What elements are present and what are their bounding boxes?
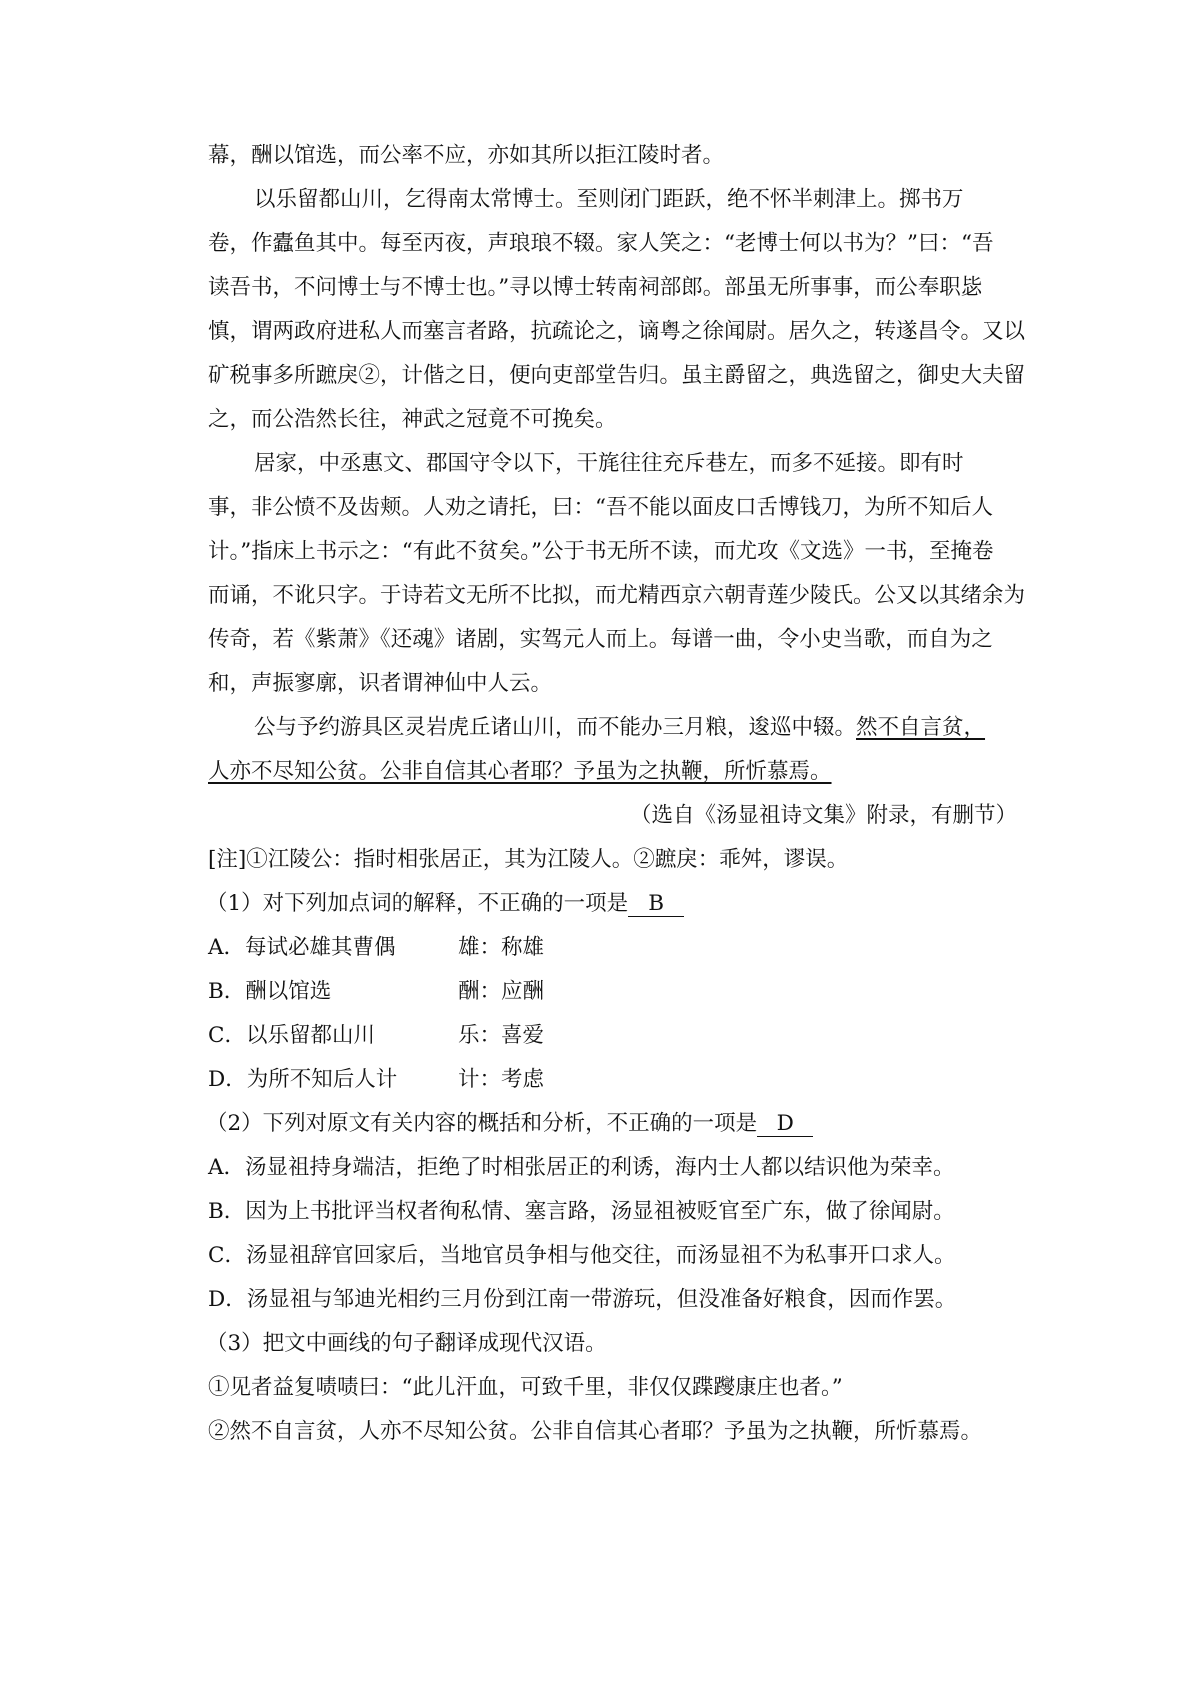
question-prompt: （2）下列对原文有关内容的概括和分析，不正确的一项是 [206, 1111, 758, 1136]
passage-text: 公与予约游具区灵岩虎丘诸山川，而不能办三月粮，逡巡中辍。 [254, 715, 857, 740]
passage-line: 事，非公愤不及齿颊。人劝之请托，曰：“吾不能以面皮口舌博钱刀，为所不知后人 [208, 495, 993, 520]
passage-line: 传奇，若《紫萧》《还魂》诸剧，实驾元人而上。每谱一曲，令小史当歌，而自为之 [208, 627, 993, 652]
answer-blank: D [757, 1112, 813, 1137]
question-2 [206, 1109, 813, 1139]
option-d [208, 1065, 544, 1095]
passage-line: 矿税事多所蹠戾②，计偕之日，便向吏部堂告归。虽主爵留之，典选留之，御史大夫留 [208, 363, 1026, 388]
passage-line [254, 713, 985, 743]
option-gloss: 酬：应酬 [458, 979, 545, 1004]
underlined-sentence: 人亦不尽知公贫。公非自信其心者耶？予虽为之执鞭，所忻慕焉。 [208, 759, 832, 784]
option-b: B．因为上书批评当权者徇私情、塞言路，汤显祖被贬官至广东，做了徐闻尉。 [208, 1199, 955, 1224]
option-a: A．汤显祖持身端洁，拒绝了时相张居正的利诱，海内士人都以结识他为荣幸。 [208, 1155, 955, 1180]
option-text: B．酬以馆选 [208, 979, 332, 1004]
answer-blank: B [628, 892, 684, 917]
passage-line: 卷，作蠹鱼其中。每至丙夜，声琅琅不辍。家人笑之：“老博士何以书为？”曰：“吾 [208, 231, 994, 256]
question-1 [206, 889, 684, 919]
option-gloss: 计：考虑 [458, 1067, 545, 1092]
option-c: C．汤显祖辞官回家后，当地官员争相与他交往，而汤显祖不为私事开口求人。 [208, 1243, 956, 1268]
passage-line: 之，而公浩然长往，神武之冠竟不可挽矣。 [208, 407, 617, 432]
option-text: D．为所不知后人计 [208, 1067, 398, 1092]
option-text: A．每试必雄其曹偶 [208, 935, 396, 960]
passage-line: 居家，中丞惠文、郡国守令以下，干旄往往充斥巷左，而多不延接。即有时 [254, 451, 964, 476]
passage-line: 和，声振寥廓，识者谓神仙中人云。 [208, 671, 553, 696]
option-gloss: 雄：称雄 [458, 935, 545, 960]
option-d: D．汤显祖与邹迪光相约三月份到江南一带游玩，但没准备好粮食，因而作罢。 [208, 1287, 957, 1312]
underlined-sentence: 然不自言贫， [856, 715, 986, 740]
option-gloss: 乐：喜爱 [458, 1023, 545, 1048]
option-a [208, 933, 544, 963]
passage-line: 慎，谓两政府进私人而塞言者路，抗疏论之，谪粤之徐闻尉。居久之，转遂昌令。又以 [208, 319, 1026, 344]
passage-line: 幕，酬以馆选，而公率不应，亦如其所以拒江陵时者。 [208, 143, 725, 168]
passage-line: 以乐留都山川，乞得南太常博士。至则闭门距跃，绝不怀半刺津上。掷书万 [254, 187, 964, 212]
passage-line: 计。”指床上书示之：“有此不贫矣。”公于书无所不读，而尤攻《文选》一书，至掩卷 [208, 539, 994, 564]
source-citation: （选自《汤显祖诗文集》附录，有删节） [630, 803, 1018, 828]
option-text: C．以乐留都山川 [208, 1023, 375, 1048]
question-3: （3）把文中画线的句子翻译成现代汉语。 [206, 1331, 607, 1356]
passage-line: 而诵，不讹只字。于诗若文无所不比拟，而尤精西京六朝青莲少陵氏。公又以其绪余为 [208, 583, 1026, 608]
passage-line: 读吾书，不问博士与不博士也。”寻以博士转南祠部郎。部虽无所事事，而公奉职毖 [208, 275, 983, 300]
question-prompt: （1）对下列加点词的解释，不正确的一项是 [206, 891, 629, 916]
option-b [208, 977, 544, 1007]
footnote: [注]①江陵公：指时相张居正，其为江陵人。②蹠戾：乖舛，谬误。 [208, 847, 849, 872]
translation-item: ①见者益复啧啧曰：“此儿汗血，可致千里，非仅仅蹀躞康庄也者。” [208, 1375, 843, 1400]
option-c [208, 1021, 544, 1051]
translation-item: ②然不自言贫，人亦不尽知公贫。公非自信其心者耶？予虽为之执鞭，所忻慕焉。 [208, 1419, 983, 1444]
